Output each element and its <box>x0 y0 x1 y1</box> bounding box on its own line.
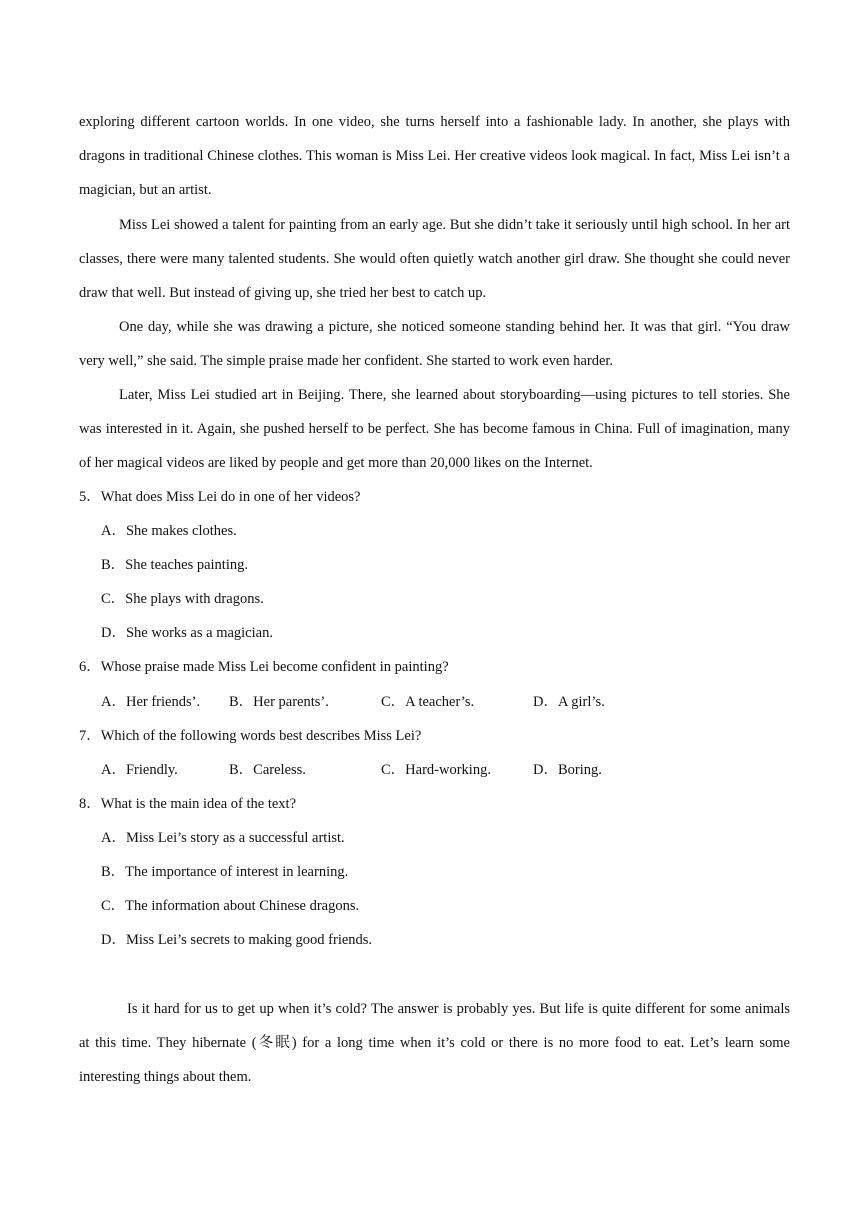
option-text: She works as a magician. <box>125 625 273 641</box>
option-letter: D． <box>533 694 558 710</box>
option-text: Her parents’. <box>253 694 329 710</box>
question-text: Which of the following words best describes Miss Lei? <box>100 728 422 744</box>
option-text: Her friends’. <box>125 694 201 710</box>
option-text: The importance of interest in learning. <box>125 864 349 880</box>
option-text: Miss Lei’s story as a successful artist. <box>125 830 345 846</box>
passage-1-paragraph-1: exploring different cartoon worlds. In one video, she turns herself into a fashionable lady. In another, she plays with dragons in traditional Chinese clothes. This woman is Miss Lei. Her creative videos look magical. In fact, Miss Lei isn’t a magician, but an artist. <box>79 114 790 199</box>
option-text: Boring. <box>557 762 602 778</box>
question-7 <box>79 719 790 753</box>
question-6-option-a <box>101 685 200 719</box>
question-7-option-c <box>381 753 491 787</box>
option-letter: B． <box>101 864 126 880</box>
option-text: She teaches painting. <box>125 557 248 573</box>
question-6-option-c <box>381 685 474 719</box>
passage-2-paragraph-1: Is it hard for us to get up when it’s cold? The answer is probably yes. But life is quite different for some animals at this time. They hibernate (冬眠) for a long time when it’s cold or there is no more food to eat. Let’s learn some interesting things about them. <box>79 1001 790 1086</box>
passage-1-paragraph-2: Miss Lei showed a talent for painting from an early age. But she didn’t take it seriously until high school. In her art classes, there were many talented students. She would often quietly watch another girl draw. She thought she could never draw that well. But instead of giving up, she tried her best to catch up. <box>79 217 790 302</box>
option-letter: C． <box>381 694 406 710</box>
question-6-option-d <box>533 685 605 719</box>
question-8-option-b <box>101 855 348 889</box>
option-letter: A． <box>101 523 126 539</box>
question-5-option-b <box>101 548 248 582</box>
option-letter: C． <box>101 591 126 607</box>
option-letter: D． <box>101 932 126 948</box>
question-7-option-d <box>533 753 602 787</box>
option-text: She plays with dragons. <box>125 591 264 607</box>
passage-1-paragraph-3: One day, while she was drawing a picture, she noticed someone standing behind her. It was that girl. “You draw very well,” she said. The simple praise made her confident. She started to work even harder. <box>79 319 790 370</box>
question-number: 6． <box>79 659 101 675</box>
passage-1-paragraph-4: Later, Miss Lei studied art in Beijing. There, she learned about storyboarding—using pictures to tell stories. She was interested in it. Again, she pushed herself to be perfect. She has become famous in China. Full of imagination, many of her magical videos are liked by people and get more than 20,000 likes on the Internet. <box>79 387 790 472</box>
question-number: 8． <box>79 796 101 812</box>
question-text: What is the main idea of the text? <box>100 796 297 812</box>
option-letter: B． <box>229 762 254 778</box>
question-5-option-a <box>101 514 237 548</box>
option-text: A teacher’s. <box>405 694 475 710</box>
option-text: The information about Chinese dragons. <box>125 898 360 914</box>
option-letter: A． <box>101 762 126 778</box>
question-8-option-c <box>101 889 359 923</box>
question-8 <box>79 787 790 821</box>
option-letter: B． <box>101 557 126 573</box>
option-letter: A． <box>101 694 126 710</box>
question-6-option-b <box>229 685 329 719</box>
option-letter: B． <box>229 694 254 710</box>
question-number: 5． <box>79 489 101 505</box>
question-7-option-b <box>229 753 306 787</box>
question-text: Whose praise made Miss Lei become confident in painting? <box>100 659 449 675</box>
option-text: Hard-working. <box>405 762 491 778</box>
option-letter: C． <box>381 762 406 778</box>
question-6 <box>79 650 790 684</box>
option-text: Miss Lei’s secrets to making good friends. <box>125 932 373 948</box>
question-8-option-a <box>101 821 345 855</box>
question-7-option-a <box>101 753 178 787</box>
question-5-option-d <box>101 616 273 650</box>
option-text: Careless. <box>253 762 306 778</box>
question-8-option-d <box>101 923 372 957</box>
question-5 <box>79 480 790 514</box>
option-text: A girl’s. <box>557 694 605 710</box>
option-letter: D． <box>533 762 558 778</box>
question-text: What does Miss Lei do in one of her videos? <box>100 489 361 505</box>
option-text: Friendly. <box>125 762 178 778</box>
option-letter: C． <box>101 898 126 914</box>
option-letter: D． <box>101 625 126 641</box>
question-number: 7． <box>79 728 101 744</box>
option-text: She makes clothes. <box>125 523 237 539</box>
question-5-option-c <box>101 582 264 616</box>
option-letter: A． <box>101 830 126 846</box>
